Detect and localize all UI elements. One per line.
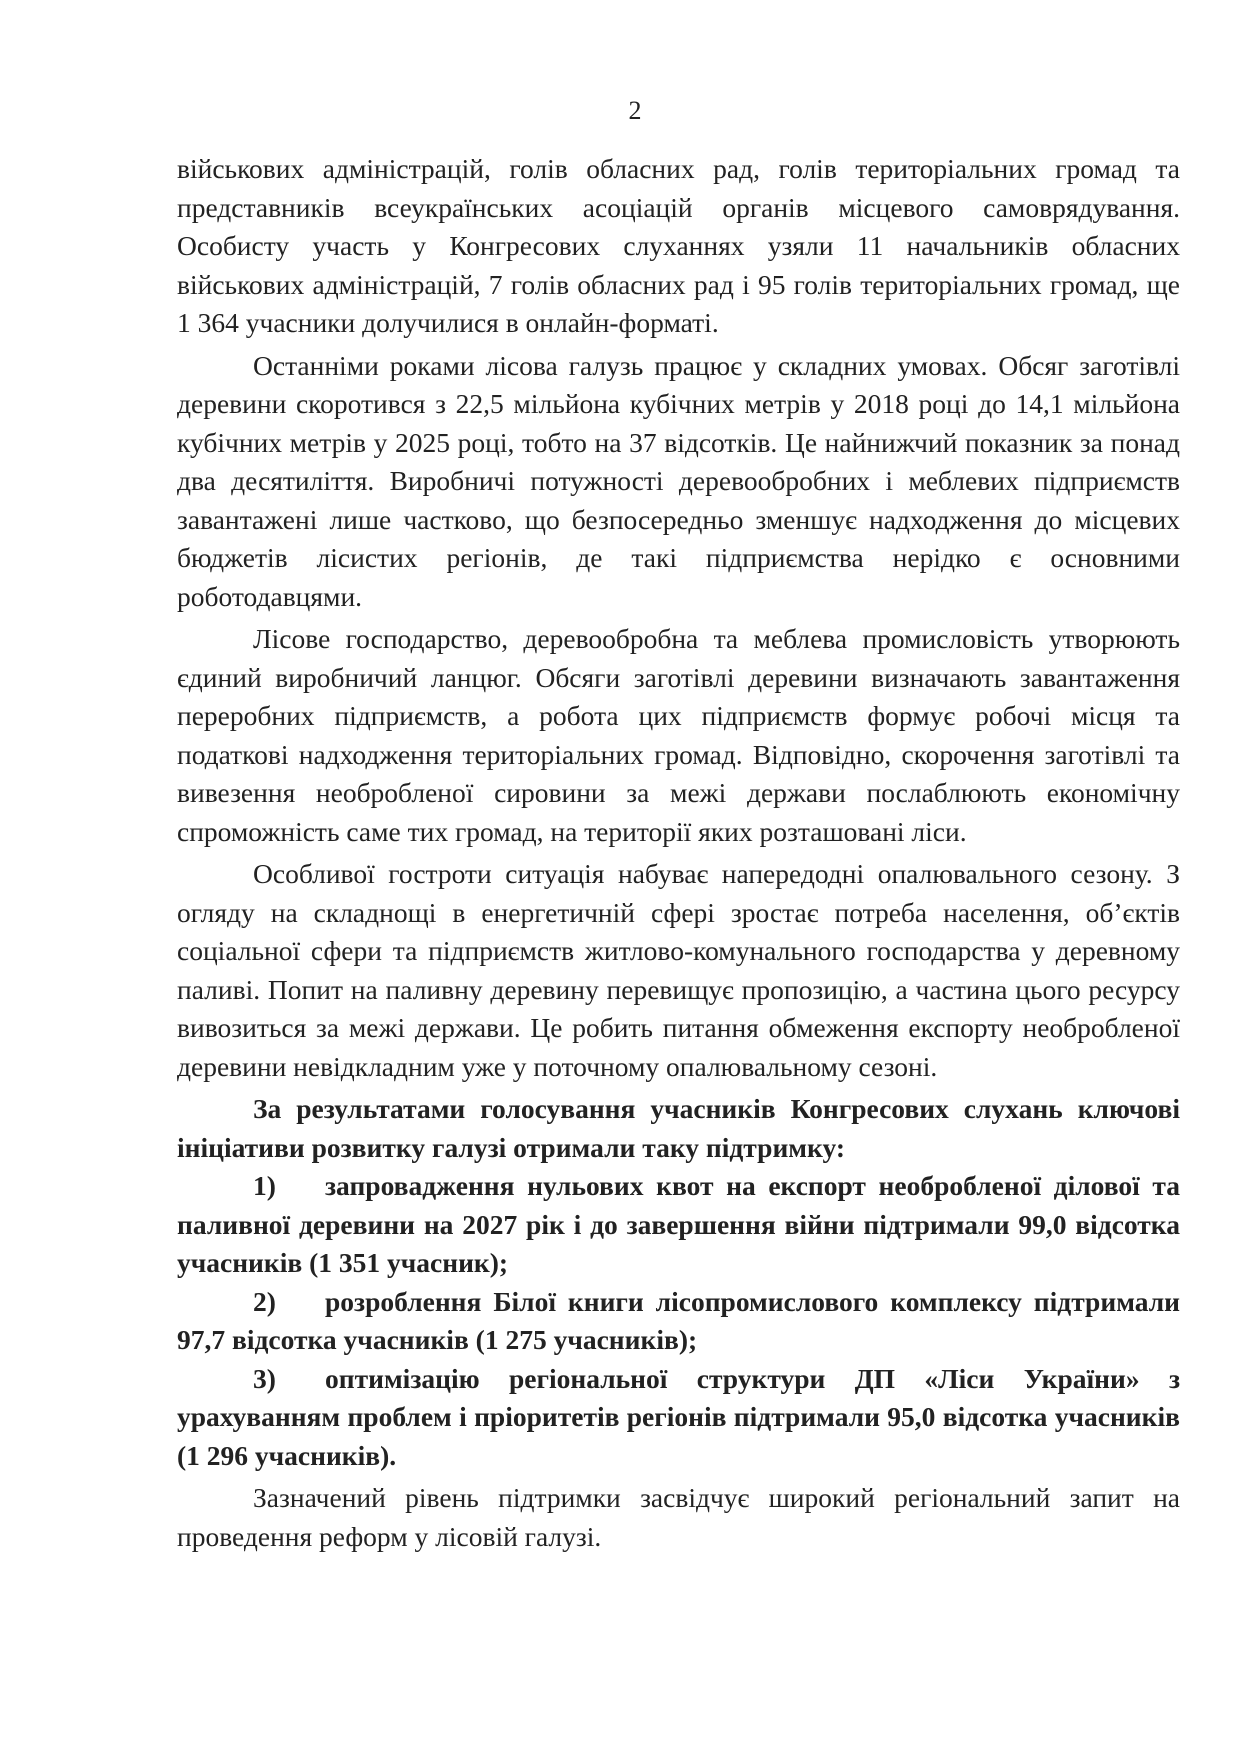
paragraph-3: Лісове господарство, деревообробна та меблева промисловість утворюють єдиний виробничий ланцюг. Обсяги заготівлі деревини визначають завантаження переробних підприємств, а робота цих підприємств формує робочі місця та податкові надходження територіальних громад. Відповідно, скорочення заготівлі та вивезення необробленої сировини за межі держави послаблюють економічну спроможність саме тих громад, на території яких розташовані ліси.	[177, 623, 1180, 847]
paragraph-4: Особливої гостроти ситуація набуває напередодні опалювального сезону. З огляду на складнощі в енергетичній сфері зростає потреба населення, об’єктів соціальної сфери та підприємств житлово-комунального господарства у деревному паливі. Попит на паливну деревину перевищує пропозицію, а частина цього ресурсу вивозиться за межі держави. Це робить питання обмеження експорту необробленої деревини невідкладним уже у поточному опалювальному сезоні.	[177, 858, 1180, 1082]
list-item-text: запровадження нульових квот на експорт необробленої ділової та паливної деревини на 2027 рік і до завершення війни підтримали 99,0 відсотка учасників (1 351 учасник);	[177, 1170, 1180, 1278]
document-body	[177, 150, 1180, 1556]
list-item-text: оптимізацію регіональної структури ДП «Ліси України» з урахуванням проблем і пріоритетів регіонів підтримали 95,0 відсотка учасників (1 296 учасників).	[177, 1362, 1180, 1471]
list-item-2	[177, 1283, 1180, 1360]
results-intro: За результатами голосування учасників Конгресових слухань ключові ініціативи розвитку галузі отримали таку підтримку:	[177, 1093, 1180, 1163]
closing-paragraph: Зазначений рівень підтримки засвідчує широкий регіональний запит на проведення реформ у лісовій галузі.	[177, 1482, 1180, 1552]
paragraph-2: Останніми роками лісова галузь працює у складних умовах. Обсяг заготівлі деревини скоротився з 22,5 мільйона кубічних метрів у 2018 році до 14,1 мільйона кубічних метрів у 2025 році, тобто на 37 відсотків. Це найнижчий показник за понад два десятиліття. Виробничі потужності деревообробних і меблевих підприємств завантажені лише частково, що безпосередньо зменшує надходження до місцевих бюджетів лісистих регіонів, де такі підприємства нерідко є основними роботодавцями.	[177, 349, 1180, 612]
paragraph-1: військових адміністрацій, голів обласних рад, голів територіальних громад та представників всеукраїнських асоціацій органів місцевого самоврядування. Особисту участь у Конгресових слуханнях узяли 11 начальників обласних військових адміністрацій, 7 голів обласних рад і 95 голів територіальних громад, ще 1 364 учасники долучилися в онлайн-форматі.	[177, 153, 1180, 338]
list-item-1	[177, 1167, 1180, 1283]
list-item-number: 3)	[253, 1362, 276, 1394]
list-item-3	[177, 1360, 1180, 1476]
list-item-number: 2)	[253, 1285, 276, 1317]
list-item-text: розроблення Білої книги лісопромислового комплексу підтримали 97,7 відсотка учасників (1 275 учасників);	[177, 1285, 1180, 1355]
list-item-number: 1)	[253, 1170, 276, 1201]
page-number: 2	[628, 96, 642, 125]
